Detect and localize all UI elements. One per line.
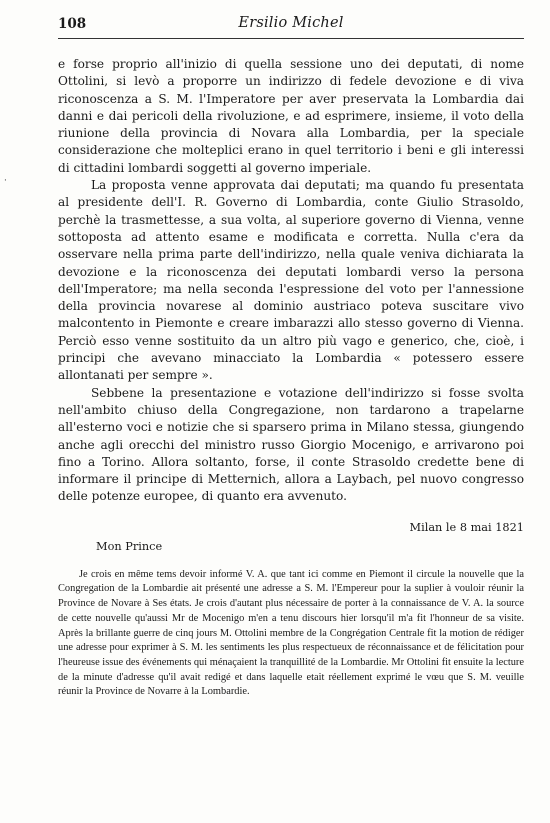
paragraph-2: La proposta venne approvata dai deputati; ma quando fu presentata al presidente dell'I. R. Governo di Lombardia, conte Giulio Strasoldo, perchè la trasmettesse, a sua volta, al superiore governo di Vienna, venne sottoposta ad attento esame e modificata e corretta. Nulla c'era da osservare nella prima parte dell'indirizzo, nella quale veniva dichiarata la devozione e la riconoscenza dei deputati lombardi verso la persona dell'Imperatore; ma nella seconda l'espressione del voto per l'annessione della provincia novarese al dominio austriaco poteva suscitare vivo malcontento in Piemonte e creare imbarazzi allo stesso governo di Vienna. Perciò esso venne sostituito da un altro più vago e generico, che, cioè, i principi che avevano minacciato la Lombardia « potessero essere allontanati per sempre ». (58, 178, 524, 383)
letter-date: Milan le 8 mai 1821 (409, 520, 524, 534)
letter-salutation: Mon Prince (96, 539, 163, 553)
letter-heading (58, 521, 524, 559)
margin-mark: · (4, 176, 7, 186)
paragraph-1: e forse proprio all'inizio di quella sessione uno dei deputati, di nome Ottolini, si levò a proporre un indirizzo di fedele devozione e di viva riconoscenza a S. M. l'Imperatore per aver preservata la Lombardia dai danni e dai pericoli della rivoluzione, e ad esprimere, insieme, il voto della riunione della provincia di Novara alla Lombardia, per la speciale considerazione che molteplici erano in quel territorio i beni e gli interessi di cittadini lombardi soggetti al governo imperiale. (58, 57, 524, 175)
letter-paragraph: Je crois en même tems devoir informé V. A. que tant ici comme en Piemont il circule la nouvelle que la Congregation de la Lombardie ait présenté une adresse a S. M. l'Empereur pour la suplier à vouloir réunir la Province de Novare à Ses états. Je crois d'autant plus nécessaire de porter à la connaissance de V. A. la source de cette nouvelle qu'aussi Mr de Mocenigo m'en a tenu discours hier lorsqu'il m'a fit l'honneur de sa visite. Après la brillante guerre de cinq jours M. Ottolini membre de la Congrégation Centrale fit la motion de rédiger une adresse pour exprimer à S. M. les sentiments les plus respectueux de réconnaissance et de félicitation pour l'heureuse issue des événements qui ménaçaient la tranquillité de la Lombardie. Mr Ottolini fit ensuite la lecture de la minute d'adresse qu'il avait redigé et dans laquelle etait réellement exprimé le vœu que S. M. veuille réunir la Province de Novarre à la Lombardie. (58, 568, 524, 698)
running-head: Ersilio Michel (238, 15, 344, 31)
book-page (58, 14, 524, 700)
body-text (58, 56, 524, 506)
paragraph-3: Sebbene la presentazione e votazione dell'indirizzo si fosse svolta nell'ambito chiuso della Congregazione, non tardarono a trapelarne all'esterno voci e notizie che si sparsero prima in Milano stessa, giungendo anche agli orecchi del ministro russo Giorgio Mocenigo, e arrivarono poi fino a Torino. Allora soltanto, forse, il conte Strasoldo credette bene di informare il principe di Metternich, allora a Laybach, pel nuovo congresso delle potenze europee, di quanto era avvenuto. (58, 385, 524, 504)
page-number: 108 (58, 16, 87, 32)
letter-body (58, 568, 524, 700)
page-header (58, 14, 524, 39)
